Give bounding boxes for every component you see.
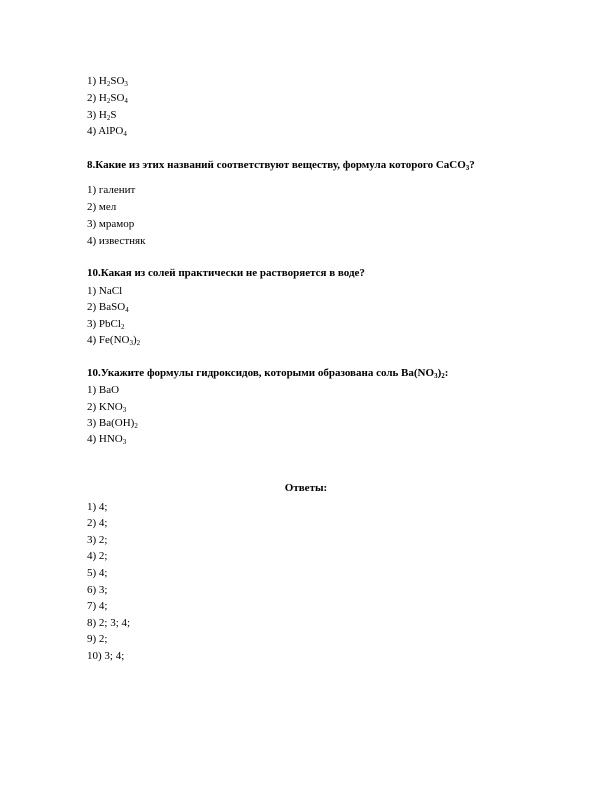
answer-item: 7) 4; bbox=[87, 600, 108, 612]
q9-question: 10.Какая из солей практически не растворяется в воде? bbox=[87, 267, 365, 279]
q8-option-1: 1) галенит bbox=[87, 184, 136, 196]
q9-option-4: 4) $Fe(NO_3)_2$ bbox=[87, 334, 141, 347]
answer-item: 1) 4; bbox=[87, 501, 108, 513]
q7-option-3: 3) $H_2S$ bbox=[87, 109, 117, 122]
q8-question: 8.Какие из этих названий соответствуют веществу, формула которого CaCO$_3$? bbox=[87, 159, 475, 172]
q10-option-1: 1) BaO bbox=[87, 384, 120, 396]
answer-item: 6) 3; bbox=[87, 584, 108, 596]
q8-option-4: 4) известняк bbox=[87, 235, 146, 247]
answer-item: 8) 2; 3; 4; bbox=[87, 617, 131, 629]
q8-option-3: 3) мрамор bbox=[87, 218, 135, 230]
q10-option-2: 2) $KNO_3$ bbox=[87, 401, 127, 414]
q9-option-1: 1) NaCl bbox=[87, 285, 123, 297]
answer-item: 3) 2; bbox=[87, 534, 108, 546]
answer-item: 9) 2; bbox=[87, 633, 108, 645]
q9-option-3: 3) PbCl$_2$ bbox=[87, 318, 125, 331]
answer-item: 4) 2; bbox=[87, 550, 108, 562]
q9-option-2: 2) BaSO$_4$ bbox=[87, 301, 129, 314]
q10-option-4: 4) $HNO_3$ bbox=[87, 433, 127, 446]
answers-title: Ответы: bbox=[284, 482, 328, 494]
q7-option-4: 4) AlPO$_4$ bbox=[87, 125, 127, 138]
q8-option-2: 2) мел bbox=[87, 201, 117, 213]
answer-item: 2) 4; bbox=[87, 517, 108, 529]
q10-question: 10.Укажите формулы гидроксидов, которыми образована соль $Ba(NO_3)_2$: bbox=[87, 367, 449, 380]
q10-option-3: 3) $Ba(OH)_2$ bbox=[87, 417, 138, 430]
answer-item: 10) 3; 4; bbox=[87, 650, 125, 662]
q7-option-2: 2) $H_2SO_4$ bbox=[87, 92, 128, 105]
answer-item: 5) 4; bbox=[87, 567, 108, 579]
q7-option-1: 1) $H_2SO_3$ bbox=[87, 75, 128, 88]
